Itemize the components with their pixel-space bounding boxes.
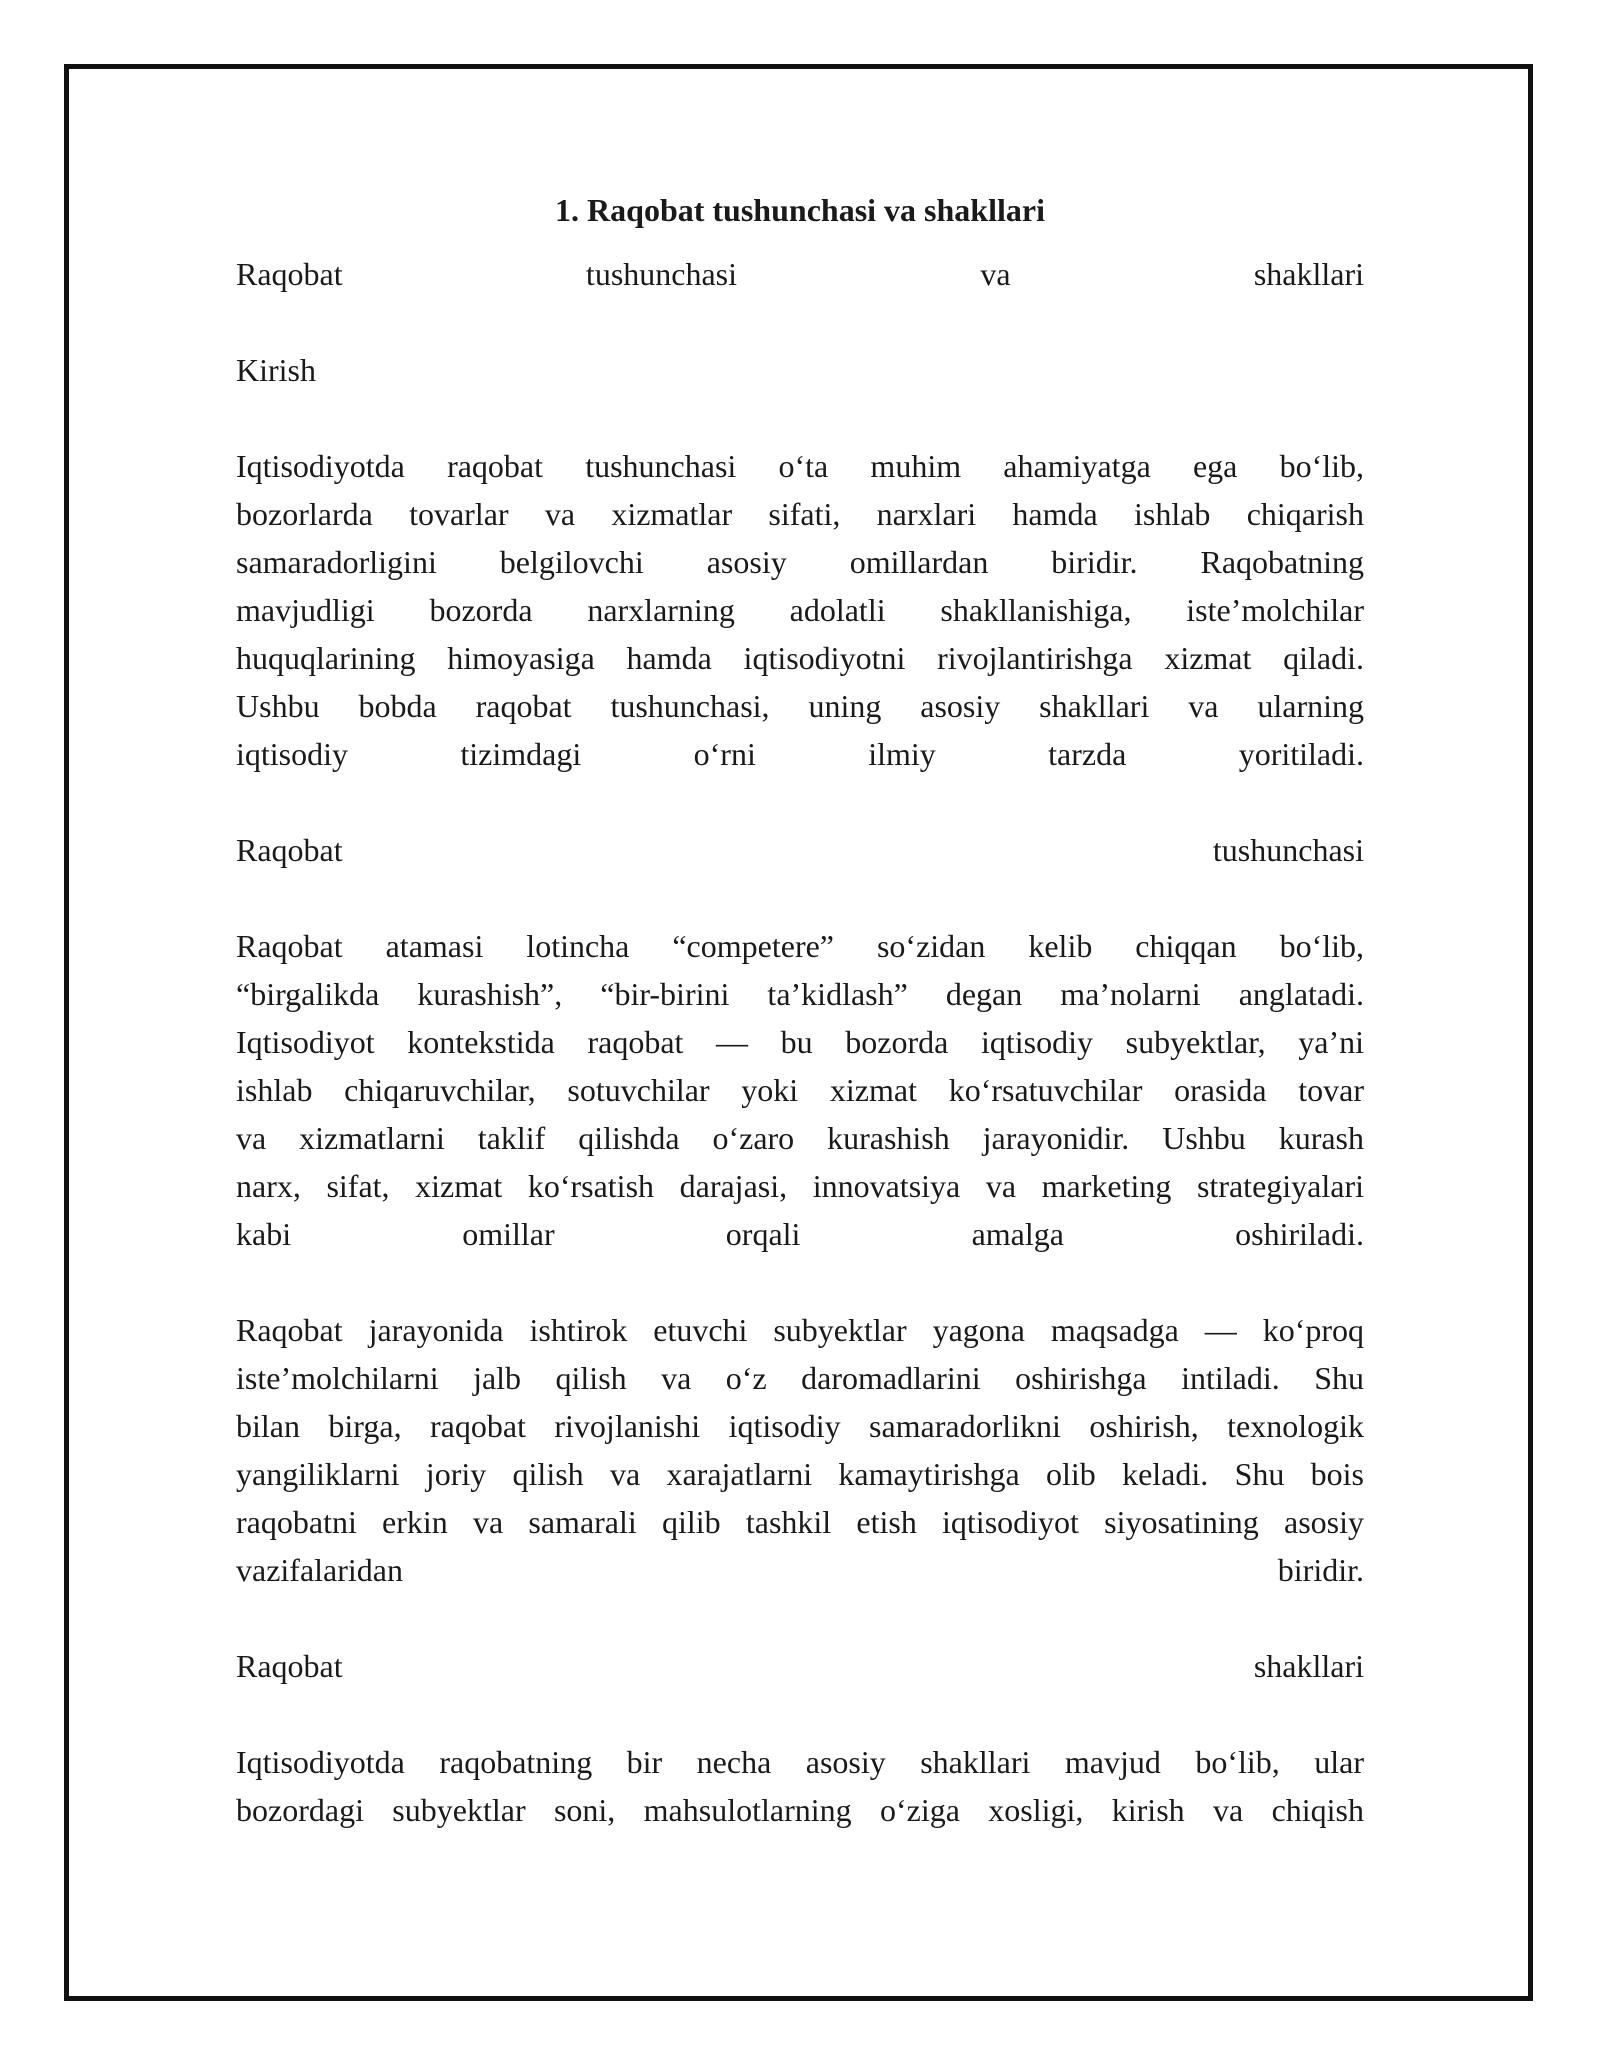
paragraph [236, 922, 1364, 1258]
paragraph-spacer [236, 298, 1364, 346]
paragraph [236, 250, 1364, 298]
paragraph [236, 442, 1364, 778]
text-line: “birgalikda kurashish”, “bir-birini ta’kidlash” degan ma’nolarni anglatadi. [236, 976, 1364, 1012]
text-line: bilan birga, raqobat rivojlanishi iqtisodiy samaradorlikni oshirish, texnologik [236, 1408, 1364, 1444]
text-line: Raqobat atamasi lotincha “competere” so‘zidan kelib chiqqan bo‘lib, [236, 928, 1364, 964]
paragraph-spacer [236, 1690, 1364, 1738]
paragraph [236, 1306, 1364, 1594]
text-line: mavjudligi bozorda narxlarning adolatli shakllanishiga, iste’molchilar [236, 592, 1364, 628]
text-line: Iqtisodiyotda raqobat tushunchasi o‘ta muhim ahamiyatga ega bo‘lib, [236, 448, 1364, 484]
document-body [236, 190, 1364, 1834]
paragraph [236, 826, 1364, 874]
text-line: Raqobat tushunchasi va shakllari [236, 256, 1364, 292]
paragraph [236, 346, 1364, 394]
text-line: bozordagi subyektlar soni, mahsulotlarning o‘ziga xosligi, kirish va chiqish [236, 1792, 1364, 1828]
text-line: Raqobat jarayonida ishtirok etuvchi subyektlar yagona maqsadga — ko‘proq [236, 1312, 1364, 1348]
text-line: Iqtisodiyot kontekstida raqobat — bu bozorda iqtisodiy subyektlar, ya’ni [236, 1024, 1364, 1060]
text-line: Raqobat tushunchasi [236, 832, 1364, 868]
text-line: ishlab chiqaruvchilar, sotuvchilar yoki xizmat ko‘rsatuvchilar orasida tovar [236, 1072, 1364, 1108]
paragraph-spacer [236, 1594, 1364, 1642]
text-line: huquqlarining himoyasiga hamda iqtisodiyotni rivojlantirishga xizmat qiladi. [236, 640, 1364, 676]
text-line: bozorlarda tovarlar va xizmatlar sifati, narxlari hamda ishlab chiqarish [236, 496, 1364, 532]
text-line: iqtisodiy tizimdagi o‘rni ilmiy tarzda yoritiladi. [236, 736, 1364, 772]
paragraph-spacer [236, 778, 1364, 826]
text-line: raqobatni erkin va samarali qilib tashkil etish iqtisodiyot siyosatining asosiy [236, 1504, 1364, 1540]
paragraph [236, 1642, 1364, 1690]
paragraph-spacer [236, 1258, 1364, 1306]
paragraph-spacer [236, 874, 1364, 922]
text-line: kabi omillar orqali amalga oshiriladi. [236, 1216, 1364, 1252]
text-line: narx, sifat, xizmat ko‘rsatish darajasi, innovatsiya va marketing strategiyalari [236, 1168, 1364, 1204]
page-title: 1. Raqobat tushunchasi va shakllari [555, 192, 1045, 228]
text-line: Iqtisodiyotda raqobatning bir necha asosiy shakllari mavjud bo‘lib, ular [236, 1744, 1364, 1780]
paragraph-spacer [236, 394, 1364, 442]
text-line: yangiliklarni joriy qilish va xarajatlarni kamaytirishga olib keladi. Shu bois [236, 1456, 1364, 1492]
text-line: Kirish [236, 352, 316, 388]
paragraph-container [236, 250, 1364, 1834]
text-line: Raqobat shakllari [236, 1648, 1364, 1684]
text-line: vazifalaridan biridir. [236, 1552, 1364, 1588]
text-line: va xizmatlarni taklif qilishda o‘zaro kurashish jarayonidir. Ushbu kurash [236, 1120, 1364, 1156]
paragraph [236, 1738, 1364, 1834]
text-line: samaradorligini belgilovchi asosiy omillardan biridir. Raqobatning [236, 544, 1364, 580]
text-line: Ushbu bobda raqobat tushunchasi, uning asosiy shakllari va ularning [236, 688, 1364, 724]
text-line: iste’molchilarni jalb qilish va o‘z daromadlarini oshirishga intiladi. Shu [236, 1360, 1364, 1396]
